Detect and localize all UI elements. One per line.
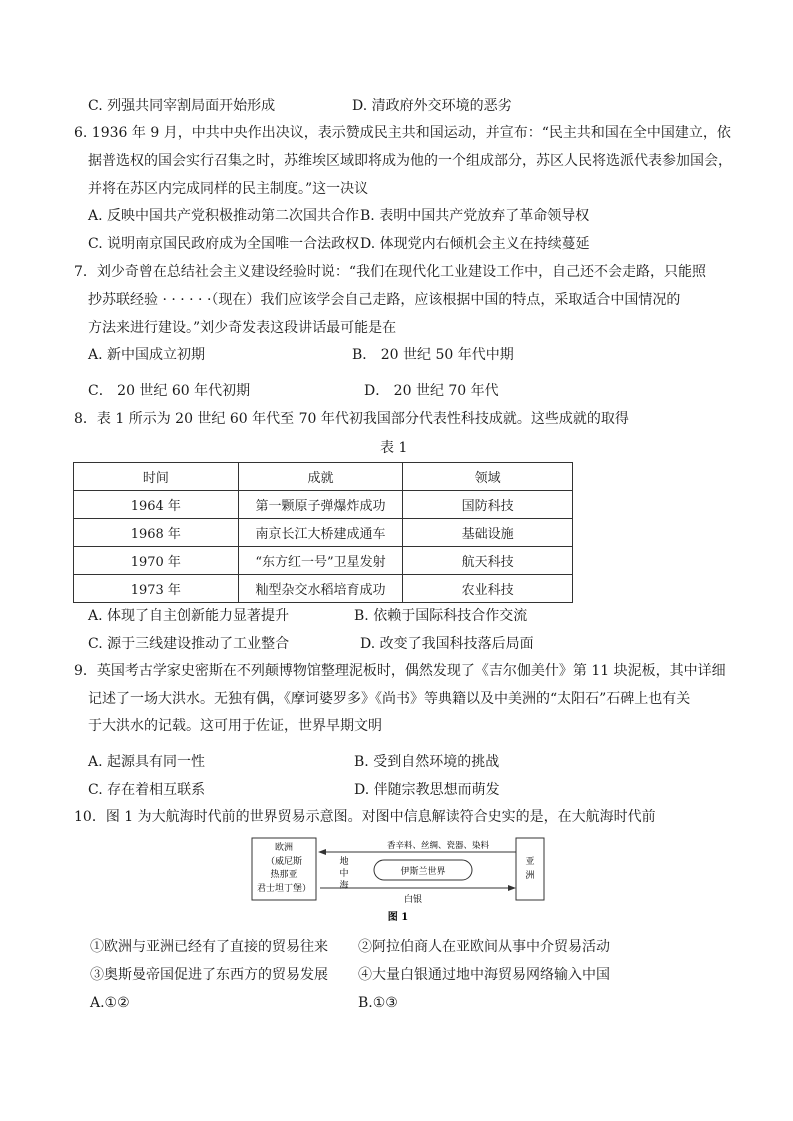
table-header-cell: 成就 — [238, 463, 403, 491]
q10-option-b: B.①③ — [358, 995, 398, 1011]
table-cell: 1968 年 — [74, 519, 239, 547]
table-row — [74, 491, 573, 519]
table-row — [74, 519, 573, 547]
asia-box — [516, 838, 544, 900]
q10-stem-line1: 10．图 1 为大航海时代前的世界贸易示意图。对图中信息解读符合史实的是，在大航海时代前 — [74, 809, 656, 825]
q9-stem-line3: 于大洪水的记载。这可用于佐证，世界早期文明 — [88, 718, 382, 734]
table-cell: 基础设施 — [403, 519, 573, 547]
table-cell: 航天科技 — [403, 547, 573, 575]
europe-label: 欧洲 — [274, 843, 294, 853]
q8-option-d: D. 改变了我国科技落后局面 — [360, 636, 534, 652]
q10-option-a: A.①② — [90, 995, 130, 1011]
europe-label: 君士坦丁堡） — [256, 884, 312, 894]
q8-option-c: C. 源于三线建设推动了工业整合 — [88, 636, 290, 652]
q10-statement-4: ④大量白银通过地中海贸易网络输入中国 — [358, 967, 610, 983]
q9-option-a: A. 起源具有同一性 — [88, 754, 206, 770]
arrow-head-icon — [508, 885, 516, 891]
table-cell: 籼型杂交水稻培育成功 — [238, 575, 403, 603]
q6-stem-line3: 并将在苏区内完成同样的民主制度。”这一决议 — [88, 181, 369, 197]
q10-statement-2: ②阿拉伯商人在亚欧间从事中介贸易活动 — [358, 939, 610, 955]
sea-label: 地 — [339, 857, 349, 867]
table-header-cell: 领域 — [403, 463, 573, 491]
q7-stem-line1: 7．刘少奇曾在总结社会主义建设经验时说：“我们在现代化工业建设工作中，自己还不会走路，只能照 — [74, 264, 707, 280]
trade-diagram — [248, 834, 548, 930]
achievements-table — [73, 462, 573, 603]
table-cell: 1964 年 — [74, 491, 239, 519]
table-cell: 1970 年 — [74, 547, 239, 575]
arrow-head-icon — [318, 849, 326, 855]
table-header-cell: 时间 — [74, 463, 239, 491]
q6-stem-line2: 据普选权的国会实行召集之时，苏维埃区域即将成为他的一个组成部分，苏区人民将选派代表参加国会， — [88, 153, 732, 169]
silver-label: 白银 — [403, 895, 423, 905]
q7-option-a: A. 新中国成立初期 — [88, 347, 206, 363]
sea-label: 中 — [339, 869, 349, 879]
sea-label: 海 — [339, 881, 349, 891]
q8-stem-line1: 8．表 1 所示为 20 世纪 60 年代至 70 年代初我国部分代表性科技成就。这些成就的取得 — [74, 411, 629, 427]
europe-label: 热那亚 — [270, 870, 298, 880]
q6-option-b: B. 表明中国共产党放弃了革命领导权 — [360, 208, 590, 224]
q5-option-d: D. 清政府外交环境的恶劣 — [352, 98, 512, 114]
q6-option-d: D. 体现党内右倾机会主义在持续蔓延 — [360, 236, 590, 252]
table-cell: “东方红一号”卫星发射 — [238, 547, 403, 575]
q7-stem-line2: 抄苏联经验 · · · · · ·（现在）我们应该学会自己走路，应该根据中国的特点，采取适合中国情况的 — [88, 292, 681, 308]
figure-caption: 图 1 — [387, 912, 409, 923]
table-header-row — [74, 463, 573, 491]
q10-statement-3: ③奥斯曼帝国促进了东西方的贸易发展 — [90, 967, 328, 983]
q6-stem-line1: 6. 1936 年 9 月，中共中央作出决议，表示赞成民主共和国运动，并宣布：“民主共和国在全中国建立，依 — [74, 125, 731, 141]
table-row — [74, 547, 573, 575]
goods-label: 香辛料、丝绸、瓷器、染料 — [386, 841, 490, 851]
q5-option-c: C. 列强共同宰割局面开始形成 — [88, 98, 276, 114]
q7-option-b: B． 20 世纪 50 年代中期 — [352, 347, 514, 363]
table-cell: 农业科技 — [403, 575, 573, 603]
q7-option-d: D． 20 世纪 70 年代 — [364, 383, 499, 399]
table-row — [74, 575, 573, 603]
table-cell: 国防科技 — [403, 491, 573, 519]
q6-option-c: C. 说明南京国民政府成为全国唯一合法政权 — [88, 236, 360, 252]
table-cell: 第一颗原子弹爆炸成功 — [238, 491, 403, 519]
q9-option-d: D. 伴随宗教思想而萌发 — [354, 782, 500, 798]
q9-stem-line2: 记述了一场大洪水。无独有偶，《摩诃婆罗多》《尚书》等典籍以及中美洲的“太阳石”石碑上也有关 — [88, 691, 691, 707]
q8-option-b: B. 依赖于国际科技合作交流 — [354, 608, 528, 624]
table-cell: 南京长江大桥建成通车 — [238, 519, 403, 547]
table-cell: 1973 年 — [74, 575, 239, 603]
q8-option-a: A. 体现了自主创新能力显著提升 — [88, 608, 290, 624]
asia-label: 洲 — [525, 871, 535, 881]
q9-option-b: B. 受到自然环境的挑战 — [354, 754, 500, 770]
islamic-world-label: 伊斯兰世界 — [400, 867, 446, 877]
q7-option-c: C． 20 世纪 60 年代初期 — [88, 383, 251, 399]
europe-label: （威尼斯 — [265, 857, 303, 867]
q6-option-a: A. 反映中国共产党积极推动第二次国共合作 — [88, 208, 360, 224]
q10-statement-1: ①欧洲与亚洲已经有了直接的贸易往来 — [90, 939, 328, 955]
asia-label: 亚 — [525, 857, 535, 867]
q9-stem-line1: 9．英国考古学家史密斯在不列颠博物馆整理泥板时，偶然发现了《吉尔伽美什》第 11 块泥板，其中详细 — [74, 663, 726, 679]
q7-stem-line3: 方法来进行建设。”刘少奇发表这段讲话最可能是在 — [88, 320, 397, 336]
table-caption: 表 1 — [380, 440, 408, 456]
q9-option-c: C. 存在着相互联系 — [88, 782, 206, 798]
